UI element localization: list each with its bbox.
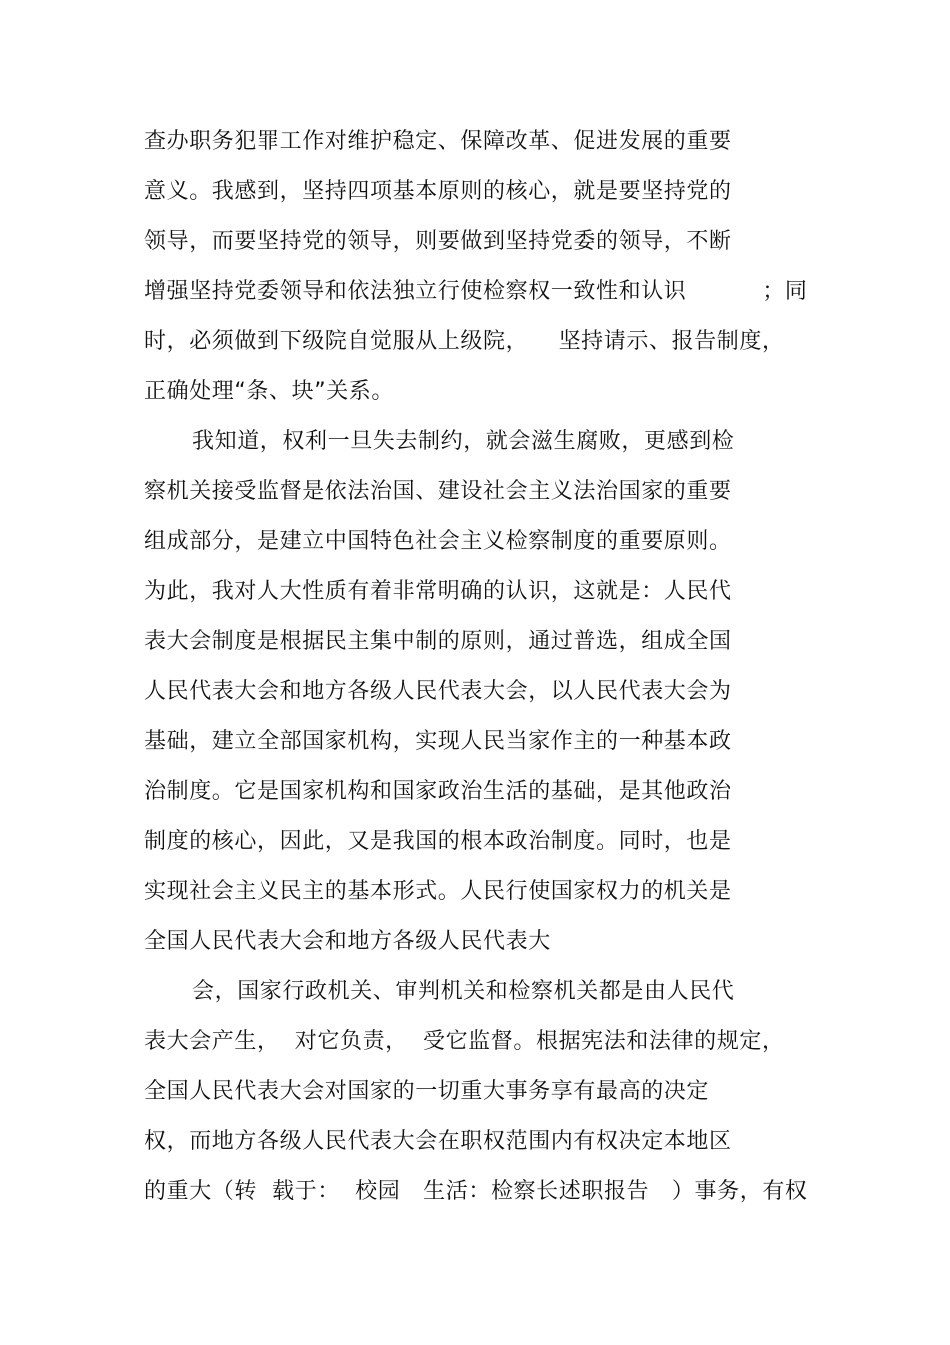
text-line: 察机关接受监督是依法治国、建设社会主义法治国家的重要 xyxy=(144,479,732,504)
text-line: 正确处理“条、块”关系。 xyxy=(144,379,394,404)
text-line: 权，而地方各级人民代表大会在职权范围内有权决定本地区 xyxy=(144,1129,732,1154)
text-line: 基础，建立全部国家机构，实现人民当家作主的一种基本政 xyxy=(144,729,732,754)
text-line: 的重大（转 载于： 校园 生活：检察长述职报告 ）事务，有权 xyxy=(144,1179,808,1204)
paragraph-first-line: 我知道，权利一旦失去制约，就会滋生腐败，更感到检 xyxy=(192,429,735,454)
text-line: 制度的核心，因此，又是我国的根本政治制度。同时，也是 xyxy=(144,829,732,854)
text-line: 意义。我感到，坚持四项基本原则的核心，就是要坚持党的 xyxy=(144,179,732,204)
text-line: 时，必须做到下级院自觉服从上级院， 坚持请示、报告制度， xyxy=(144,329,785,354)
text-line: 人民代表大会和地方各级人民代表大会，以人民代表大会为 xyxy=(144,679,732,704)
text-line: 表大会产生， 对它负责， 受它监督。根据宪法和法律的规定， xyxy=(144,1029,785,1054)
text-line: 领导，而要坚持党的领导，则要做到坚持党委的领导，不断 xyxy=(144,229,732,254)
text-line: 为此，我对人大性质有着非常明确的认识，这就是：人民代 xyxy=(144,579,732,604)
text-line: 治制度。它是国家机构和国家政治生活的基础，是其他政治 xyxy=(144,779,732,804)
text-line: 增强坚持党委领导和依法独立行使检察权一致性和认识 ；同 xyxy=(144,279,808,304)
text-line: 表大会制度是根据民主集中制的原则，通过普选，组成全国 xyxy=(144,629,732,654)
paragraph-first-line: 会，国家行政机关、审判机关和检察机关都是由人民代 xyxy=(192,979,735,1004)
text-line: 实现社会主义民主的基本形式。人民行使国家权力的机关是 xyxy=(144,879,732,904)
text-line: 全国人民代表大会和地方各级人民代表大 xyxy=(144,929,551,954)
text-line: 全国人民代表大会对国家的一切重大事务享有最高的决定 xyxy=(144,1079,710,1104)
text-line: 查办职务犯罪工作对维护稳定、保障改革、促进发展的重要 xyxy=(144,129,732,154)
text-line: 组成部分，是建立中国特色社会主义检察制度的重要原则。 xyxy=(144,529,732,554)
